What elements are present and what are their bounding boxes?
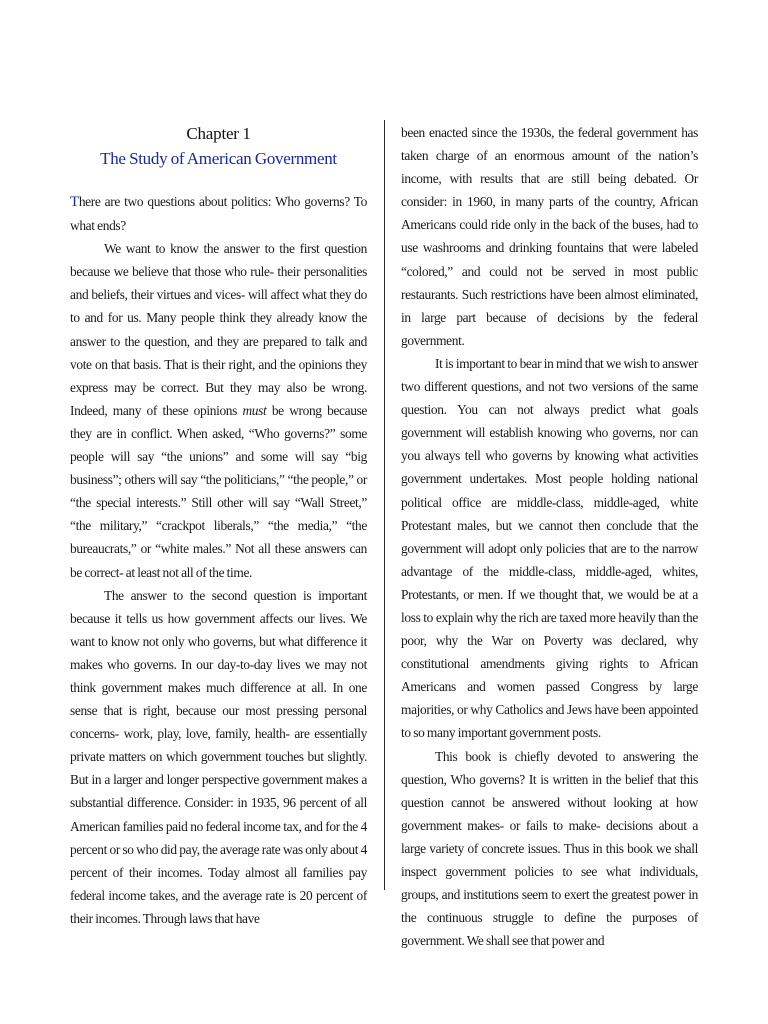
paragraph-book-purpose: This book is chiefly devoted to answering the question, Who governs? It is written in the belief that this question cannot be answered without looking at how government makes- or fails to make- decisions about a large variety of concrete issues. Thus in this book we shall inspect government policies to see what individuals, groups, and institutions seem to exert the greatest power in the continuous struggle to define the purposes of government. We shall see that power and — [401, 748, 698, 949]
paragraph-first-question — [70, 237, 367, 583]
paragraph-continued: been enacted since the 1930s, the federal government has taken charge of an enormous amount of the nation’s income, with results that are still being debated. Or consider: in 1960, in many parts of the country, African Americans could ride only in the back of the buses, had to use washrooms and drinking fountains that were labeled “colored,” and could not be served in most public restaurants. Such restrictions have been almost eliminated, in large part because of decisions by the federal government. — [401, 125, 698, 348]
paragraph-intro — [70, 190, 367, 237]
chapter-label: Chapter 1 — [186, 124, 251, 143]
right-column — [401, 121, 698, 952]
column-divider — [384, 120, 385, 890]
paragraph-first-question-text: We want to know the answer to the first question because we believe that those who rule- their personalities and beliefs, their virtues and vices- will affect what they do to and for us. Many people think they already know the answer to the question, and they are prepared to talk and vote on that basis. That is their right, and the opinions they express may be correct. But they may also be wrong. Indeed, many of these opinions — [70, 241, 367, 418]
left-column — [70, 118, 367, 930]
paragraph-first-question-cont: be wrong because they are in conflict. When asked, “Who governs?” some people will say “the unions” and some will say “big business”; others will say “the politicians,” “the people,” or “the special interests.” Still other will say “Wall Street,” “the military,” “crackpot liberals,” “the media,” “the bureaucrats,” or “white males.” Not all these answers can be correct- at least not all of the time. — [70, 402, 368, 580]
paragraph-two-questions: It is important to bear in mind that we wish to answer two different questions, and not two versions of the same question. You can not always predict what goals government will establish knowing who governs, nor can you always tell who governs by knowing what activities government undertakes. Most people holding national political office are middle-class, middle-aged, white Protestant males, but we cannot then conclude that the government will adopt only policies that are to the narrow advantage of the middle-class, middle-aged, whites, Protestants, or men. If we thought that, we would be at a loss to explain why the rich are taxed more heavily than the poor, why the War on Poverty was declared, why constitutional amendments giving rights to African Americans and women passed Congress by large majorities, or why Catholics and Jews have been appointed to so many important government posts. — [401, 355, 698, 741]
paragraph-second-question: The answer to the second question is important because it tells us how government affects our lives. We want to know not only who governs, but what difference it makes who governs. In our day-to-day lives we may not think government makes much difference at all. In one sense that is right, because our most pressing personal concerns- work, play, love, family, health- are essentially private matters on which government touches but slightly. But in a larger and longer perspective government makes a substantial difference. Consider: in 1935, 96 percent of all American families paid no federal income tax, and for the 4 percent or so who did pay, the average rate was only about 4 percent of their incomes. Today almost all families pay federal income takes, and the average rate is 20 percent of their incomes. Through laws that have — [70, 587, 367, 926]
chapter-title: The Study of American Government — [100, 149, 337, 168]
drop-cap: T — [70, 194, 79, 210]
paragraph-intro-text: here are two questions about politics: Who governs? To what ends? — [70, 194, 367, 234]
emphasis-must: must — [242, 402, 267, 418]
